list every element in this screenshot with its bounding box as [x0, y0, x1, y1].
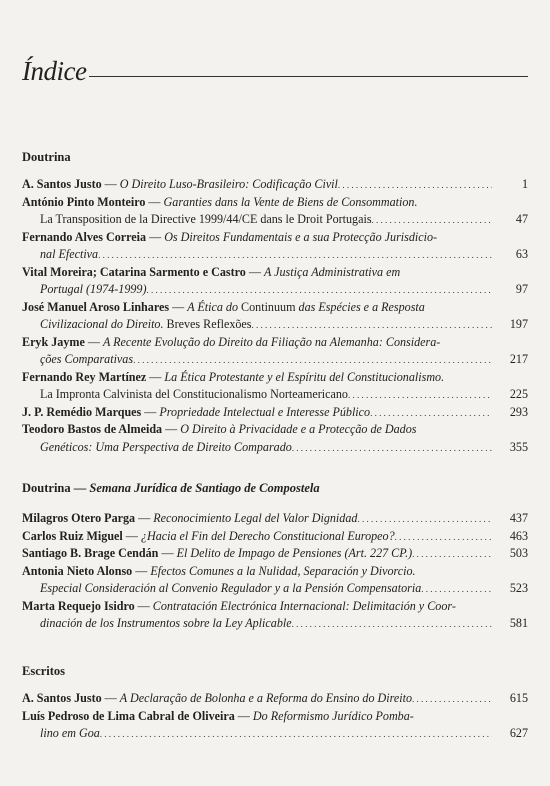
- toc-separator: —: [141, 404, 160, 419]
- toc-line-text: [22, 708, 492, 726]
- section-heading-escritos: [22, 664, 528, 679]
- leader-dots: [370, 404, 492, 423]
- page-number: 1: [521, 177, 528, 191]
- toc-line-text: [22, 598, 492, 616]
- toc-line-text: [40, 439, 492, 458]
- toc-separator: —: [146, 229, 165, 244]
- toc-line: [22, 351, 528, 369]
- toc-line: [22, 690, 528, 708]
- toc-title-italic: Os Direitos Fundamentais e a sua Protecção Jurisdicio-: [164, 229, 438, 244]
- toc-title-italic: A Ética do: [187, 299, 239, 314]
- toc-line-text: [22, 545, 492, 564]
- toc-title-italic: Do Reformismo Jurídico Pomba-: [252, 708, 414, 723]
- toc-title-italic: O Direito Luso-Brasileiro: Codificação Civil: [119, 177, 338, 191]
- toc-author: Milagros Otero Parga: [22, 511, 136, 525]
- toc-author: Santiago B. Brage Cendán: [22, 546, 159, 560]
- section-heading-text: Doutrina: [22, 150, 71, 164]
- toc-author: Carlos Ruiz Miguel: [22, 528, 123, 543]
- toc-title-italic: A Recente Evolução do Direito da Filiação na Alemanha: Considera-: [102, 334, 441, 349]
- toc-author: Eryk Jayme: [22, 334, 85, 349]
- toc-separator: —: [101, 177, 120, 191]
- toc-author: Fernando Alves Correia: [22, 229, 147, 244]
- toc-line: [22, 246, 528, 264]
- toc-line-text: [22, 264, 492, 282]
- toc-title-italic: O Direito à Privacidade e a Protecção de Dados: [180, 422, 417, 436]
- leader-dots: [252, 316, 492, 335]
- section-subheading-text: Semana Jurídica de Santiago de Compostela: [89, 481, 320, 495]
- toc-title-italic: Portugal (1974-1999): [40, 282, 147, 296]
- page-number: 63: [515, 247, 528, 261]
- toc-author: José Manuel Aroso Linhares: [22, 299, 170, 314]
- leader-dots: [357, 510, 492, 529]
- toc-line-text: [40, 351, 492, 370]
- toc-separator: —: [245, 264, 264, 279]
- toc-line: [22, 421, 528, 439]
- toc-line-text: [40, 316, 492, 335]
- toc-line: [22, 598, 528, 616]
- toc-line: [22, 299, 528, 317]
- toc-line-text: [22, 563, 492, 581]
- toc-separator: —: [158, 546, 177, 560]
- toc-line-text: [22, 229, 492, 247]
- leader-dots: [100, 725, 492, 744]
- toc-line: [22, 528, 528, 546]
- toc-line: [22, 725, 528, 743]
- toc-line: [22, 334, 528, 352]
- toc-title-italic: dinación de los Instrumentos sobre la Ley Aplicable: [40, 616, 292, 630]
- toc-line-text: [22, 299, 492, 317]
- toc-title-italic: nal Efectiva: [40, 247, 99, 261]
- page-number: 355: [509, 439, 528, 454]
- toc-line: [22, 615, 528, 633]
- toc-title-italic: ¿Hacia el Fin del Derecho Constitucional Europeo?: [140, 528, 395, 543]
- toc-line: [22, 194, 528, 212]
- leader-dots: [338, 176, 492, 195]
- leader-dots: [133, 351, 492, 370]
- page-number: 217: [509, 352, 528, 366]
- page-number: 627: [509, 726, 528, 740]
- toc-title-italic: das Espécies e a Resposta: [298, 299, 425, 314]
- toc-line: [22, 229, 528, 247]
- toc-separator: —: [145, 194, 164, 209]
- section-entries-escritos: [22, 690, 528, 743]
- toc-title-italic: Reconocimiento Legal del Valor Dignidad: [153, 511, 358, 525]
- toc-separator: —: [134, 598, 153, 613]
- toc-line: [22, 510, 528, 528]
- toc-line: [22, 316, 528, 334]
- page-number: 523: [509, 581, 528, 595]
- page-number: 97: [515, 282, 528, 296]
- leader-dots: [348, 386, 492, 405]
- page-number: 437: [509, 511, 528, 525]
- toc-line-text: [22, 690, 492, 709]
- section-heading-text: Doutrina: [22, 481, 71, 495]
- toc-line-text: [22, 334, 492, 352]
- toc-line: [22, 369, 528, 387]
- toc-author: Antonia Nieto Alonso: [22, 563, 133, 578]
- toc-author: J. P. Remédio Marques: [22, 404, 142, 419]
- toc-title-italic: Genéticos: Uma Perspectiva de Direito Comparado: [40, 439, 292, 454]
- toc-line-text: [22, 194, 492, 212]
- page-title: Índice: [22, 56, 87, 86]
- toc-author: Marta Requejo Isidro: [22, 598, 135, 613]
- toc-title-italic: Especial Consideración al Convenio Regulador y a la Pensión Compensatoria: [40, 581, 422, 595]
- toc-line-text: [22, 176, 492, 195]
- page-number: 197: [509, 317, 528, 331]
- toc-line-text: [40, 615, 492, 634]
- toc-author: Teodoro Bastos de Almeida: [22, 422, 163, 436]
- page-number: 615: [509, 691, 528, 705]
- toc-separator: —: [162, 422, 181, 436]
- toc-title-italic: lino em Goa: [40, 726, 100, 740]
- toc-title-italic: Garanties dans la Vente de Biens de Consommation.: [163, 194, 418, 209]
- toc-line-text: [40, 281, 492, 300]
- toc-line-text: [40, 580, 492, 599]
- toc-line-text: [22, 421, 492, 439]
- toc-title-italic: A Justiça Administrativa em: [263, 264, 401, 279]
- leader-dots: [412, 690, 492, 709]
- toc-separator: —: [84, 334, 103, 349]
- toc-line-text: [22, 369, 492, 387]
- toc-line: [22, 211, 528, 229]
- toc-author: António Pinto Monteiro: [22, 194, 146, 209]
- leader-dots: [292, 615, 492, 634]
- toc-line-text: [40, 725, 492, 744]
- toc-title-italic: Efectos Comunes a la Nulidad, Separación y Divorcio.: [150, 563, 416, 578]
- toc-line-text: [22, 528, 492, 547]
- toc-separator: —: [122, 528, 141, 543]
- toc-title-italic: Civilizacional do Direito.: [40, 317, 164, 331]
- toc-title-italic: Contratación Electrónica Internacional: Delimitación y Coor-: [152, 598, 456, 613]
- page-number: 225: [509, 387, 528, 401]
- toc-line-text: [40, 211, 492, 230]
- page-number: 293: [509, 404, 528, 419]
- section-entries-semana: [22, 510, 528, 633]
- toc-line: [22, 545, 528, 563]
- leader-dots: [395, 528, 492, 547]
- toc-title-roman: Continuum: [238, 299, 299, 314]
- toc-separator: —: [146, 369, 165, 384]
- toc-title-roman: La Transposition de la Directive 1999/44/CE dans le Droit Portugais: [40, 212, 372, 226]
- title-rule: [89, 76, 528, 77]
- toc-separator: —: [132, 563, 151, 578]
- toc-line-text: [22, 510, 492, 529]
- toc-line: [22, 439, 528, 457]
- leader-dots: [98, 246, 492, 265]
- toc-separator: —: [135, 511, 154, 525]
- leader-dots: [421, 580, 492, 599]
- toc-title-italic: La Ética Protestante y el Espíritu del Constitucionalismo.: [164, 369, 445, 384]
- toc-line: [22, 563, 528, 581]
- toc-line: [22, 281, 528, 299]
- toc-title-italic: El Delito de Impago de Pensiones (Art. 227 CP.): [176, 546, 413, 560]
- toc-author: Vital Moreira; Catarina Sarmento e Castro: [22, 264, 246, 279]
- page-number: 581: [509, 616, 528, 630]
- toc-title-italic: Propriedade Intelectual e Interesse Público: [159, 404, 371, 419]
- page-number: 503: [509, 546, 528, 560]
- section-heading-doutrina-semana: [22, 481, 528, 496]
- toc-separator: —: [169, 299, 188, 314]
- section-heading-separator: —: [73, 481, 90, 495]
- section-heading-text: Escritos: [22, 664, 66, 678]
- toc-title-roman: La Impronta Calvinista del Constitucionalismo Norteamericano: [40, 387, 348, 401]
- toc-line: [22, 264, 528, 282]
- toc-title-italic: ções Comparativas: [40, 352, 134, 366]
- toc-line-text: [22, 404, 492, 423]
- toc-line: [22, 708, 528, 726]
- toc-line: [22, 386, 528, 404]
- toc-line: [22, 580, 528, 598]
- toc-author: Luís Pedroso de Lima Cabral de Oliveira: [22, 708, 235, 723]
- toc-line-text: [40, 386, 492, 405]
- section-entries-doutrina: [22, 176, 528, 456]
- toc-author: A. Santos Justo: [22, 177, 102, 191]
- title-row: [22, 50, 528, 86]
- page-number: 47: [515, 212, 528, 226]
- leader-dots: [372, 211, 492, 230]
- toc-line: [22, 404, 528, 422]
- toc-separator: —: [101, 691, 120, 705]
- toc-line: [22, 176, 528, 194]
- section-heading-doutrina: [22, 150, 528, 165]
- toc-title-italic: A Declaração de Bolonha e a Reforma do Ensino do Direito: [119, 691, 413, 705]
- toc-separator: —: [234, 708, 253, 723]
- page-number: 463: [509, 528, 528, 543]
- toc-author: Fernando Rey Martínez: [22, 369, 147, 384]
- toc-line-text: [40, 246, 492, 265]
- toc-title-roman: Breves Reflexões: [163, 317, 252, 331]
- leader-dots: [146, 281, 492, 300]
- leader-dots: [412, 545, 492, 564]
- leader-dots: [292, 439, 492, 458]
- toc-author: A. Santos Justo: [22, 691, 102, 705]
